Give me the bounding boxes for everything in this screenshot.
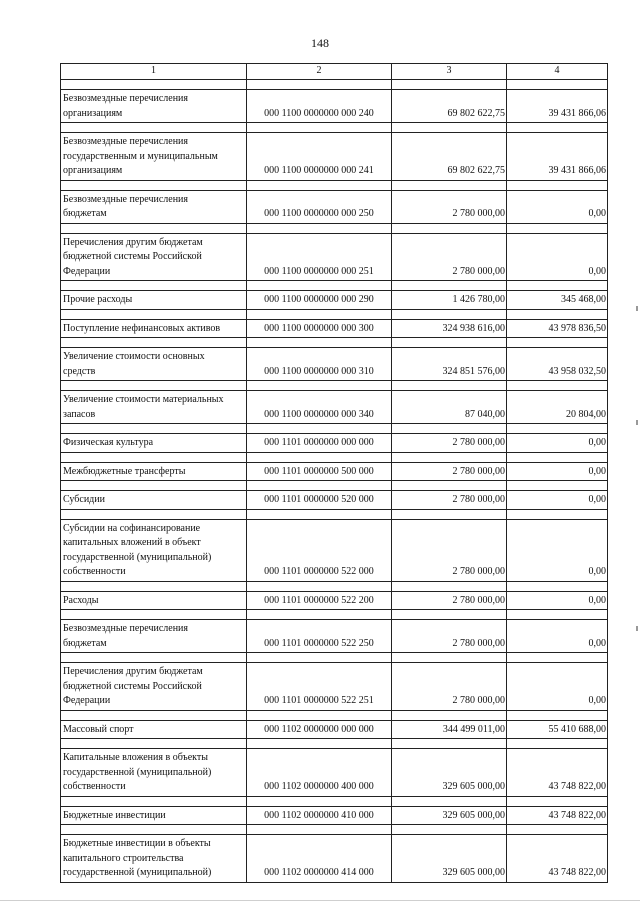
row-spacer [61,180,608,190]
table-row [61,190,608,223]
spacer-cell [392,309,507,319]
item-name-cell [61,391,247,424]
item-name-line: Массовый спорт [63,723,134,735]
row-spacer [61,452,608,462]
item-name-line: Субсидии [63,494,105,505]
column-4-value: 0,00 [507,663,608,711]
item-name-line: Увеличение стоимости материальных [63,394,224,405]
item-name-cell [61,663,247,711]
item-name-line: государственной (муниципальной) [63,766,212,778]
spacer-cell [507,281,608,291]
spacer-cell [392,80,507,90]
budget-code-cell: 000 1100 0000000 000 310 [247,348,392,381]
item-name-line: Безвозмездные перечисления [63,93,188,104]
item-name-line: средств [63,365,96,377]
item-name-line: капитального строительства [63,852,184,864]
row-spacer [61,509,608,519]
spacer-cell [247,338,392,348]
item-name-cell [61,806,247,825]
column-4-value: 43 958 032,50 [507,348,608,381]
spacer-cell [392,796,507,806]
spacer-cell [61,481,247,491]
item-name-line: собственности [63,781,126,792]
item-name-line: Бюджетные инвестиции в объекты [63,838,211,849]
spacer-cell [247,281,392,291]
row-spacer [61,381,608,391]
spacer-cell [247,452,392,462]
spacer-cell [61,281,247,291]
spacer-cell [61,452,247,462]
table-row [61,835,608,883]
spacer-cell [392,481,507,491]
item-name-line: Бюджетные инвестиции [63,809,166,821]
table-row [61,90,608,123]
column-4-value: 0,00 [507,434,608,453]
scan-bottom-edge [0,900,640,901]
item-name-line: Безвозмездные перечисления [63,136,188,147]
spacer-cell [247,180,392,190]
item-name-cell [61,835,247,883]
column-3-value: 2 780 000,00 [392,434,507,453]
table-row [61,348,608,381]
spacer-cell [247,80,392,90]
spacer-cell [61,80,247,90]
table-row [61,319,608,338]
spacer-cell [392,123,507,133]
item-name-cell [61,233,247,281]
table-row [61,720,608,739]
row-spacer [61,796,608,806]
item-name-cell [61,491,247,510]
scan-edge-mark [636,306,638,311]
item-name-line: Перечисления другим бюджетам [63,236,203,248]
table-row [61,462,608,481]
column-4-value: 0,00 [507,519,608,581]
budget-code-cell: 000 1101 0000000 000 000 [247,434,392,453]
item-name-line: Прочие расходы [63,294,133,305]
item-name-line: Увеличение стоимости основных [63,351,205,362]
column-3-value: 2 780 000,00 [392,519,507,581]
column-4-value: 39 431 866,06 [507,90,608,123]
row-spacer [61,653,608,663]
page-number: 148 [311,36,329,50]
item-name-line: Капитальные вложения в объекты [63,752,208,763]
budget-code-cell: 000 1101 0000000 522 251 [247,663,392,711]
column-header: 2 [247,64,392,80]
spacer-cell [247,653,392,663]
table-row [61,133,608,181]
budget-code-cell: 000 1101 0000000 500 000 [247,462,392,481]
spacer-cell [61,309,247,319]
spacer-cell [392,653,507,663]
budget-table [60,63,608,883]
row-spacer [61,610,608,620]
item-name-cell [61,434,247,453]
spacer-cell [61,825,247,835]
spacer-cell [61,509,247,519]
column-4-value: 43 978 836,50 [507,319,608,338]
item-name-line: Федерации [63,265,111,277]
budget-code-cell: 000 1100 0000000 000 340 [247,391,392,424]
column-4-value: 20 804,00 [507,391,608,424]
spacer-cell [392,581,507,591]
item-name-line: Физическая культура [63,437,154,448]
item-name-line: Поступление нефинансовых активов [63,322,221,334]
spacer-cell [247,509,392,519]
budget-code-cell: 000 1100 0000000 000 251 [247,233,392,281]
table-row [61,391,608,424]
table-row [61,663,608,711]
column-3-value: 2 780 000,00 [392,190,507,223]
budget-code-cell: 000 1101 0000000 522 000 [247,519,392,581]
column-3-value: 329 605 000,00 [392,806,507,825]
spacer-cell [392,381,507,391]
column-header: 1 [61,64,247,80]
item-name-line: Расходы [63,594,99,606]
spacer-cell [247,481,392,491]
budget-code-cell: 000 1101 0000000 522 250 [247,620,392,653]
row-spacer [61,123,608,133]
row-spacer [61,309,608,319]
item-name-line: бюджетной системы Российской [63,680,202,692]
budget-code-cell: 000 1102 0000000 400 000 [247,749,392,797]
spacer-cell [507,180,608,190]
spacer-cell [247,710,392,720]
item-name-line: организациям [63,165,123,176]
spacer-cell [61,338,247,348]
item-name-cell [61,519,247,581]
spacer-cell [61,796,247,806]
column-3-value: 69 802 622,75 [392,90,507,123]
column-3-value: 2 780 000,00 [392,620,507,653]
budget-code-cell: 000 1102 0000000 000 000 [247,720,392,739]
spacer-cell [61,653,247,663]
row-spacer [61,338,608,348]
spacer-cell [61,581,247,591]
column-3-value: 344 499 011,00 [392,720,507,739]
spacer-cell [507,481,608,491]
item-name-line: Федерации [63,695,111,706]
scan-edge-mark [636,626,638,631]
spacer-cell [507,610,608,620]
spacer-cell [247,223,392,233]
column-4-value: 43 748 822,00 [507,806,608,825]
spacer-cell [61,610,247,620]
spacer-cell [392,739,507,749]
row-spacer [61,481,608,491]
column-4-value: 0,00 [507,190,608,223]
spacer-cell [507,80,608,90]
spacer-cell [61,424,247,434]
table-row [61,519,608,581]
column-3-value: 329 605 000,00 [392,749,507,797]
column-4-value: 345 468,00 [507,291,608,310]
spacer-cell [247,381,392,391]
item-name-line: запасов [63,408,96,420]
column-4-value: 55 410 688,00 [507,720,608,739]
table-header-row [61,64,608,80]
spacer-cell [247,739,392,749]
budget-code-cell: 000 1100 0000000 000 240 [247,90,392,123]
column-4-value: 0,00 [507,620,608,653]
spacer-cell [507,452,608,462]
spacer-cell [247,581,392,591]
spacer-cell [61,123,247,133]
column-4-value: 0,00 [507,233,608,281]
row-spacer [61,281,608,291]
column-3-value: 329 605 000,00 [392,835,507,883]
item-name-cell [61,90,247,123]
spacer-cell [61,381,247,391]
column-3-value: 2 780 000,00 [392,462,507,481]
spacer-cell [392,180,507,190]
spacer-cell [507,509,608,519]
spacer-cell [61,180,247,190]
spacer-cell [61,710,247,720]
item-name-cell [61,720,247,739]
spacer-cell [507,796,608,806]
table-row [61,749,608,797]
spacer-cell [392,710,507,720]
table-row [61,491,608,510]
row-spacer [61,80,608,90]
table-row [61,806,608,825]
item-name-line: капитальных вложений в объект [63,537,201,548]
column-4-value: 43 748 822,00 [507,749,608,797]
table-row [61,291,608,310]
column-4-value: 39 431 866,06 [507,133,608,181]
item-name-cell [61,591,247,610]
item-name-line: государственной (муниципальной) [63,867,212,878]
spacer-cell [392,424,507,434]
column-header: 4 [507,64,608,80]
item-name-line: Безвозмездные перечисления [63,193,188,205]
row-spacer [61,424,608,434]
spacer-cell [247,610,392,620]
item-name-line: государственным и муниципальным [63,150,218,162]
budget-code-cell: 000 1100 0000000 000 250 [247,190,392,223]
spacer-cell [507,581,608,591]
budget-code-cell: 000 1101 0000000 520 000 [247,491,392,510]
table-body [61,80,608,883]
spacer-cell [507,424,608,434]
item-name-cell [61,319,247,338]
item-name-cell [61,133,247,181]
spacer-cell [507,381,608,391]
column-3-value: 2 780 000,00 [392,233,507,281]
column-3-value: 2 780 000,00 [392,491,507,510]
table-row [61,434,608,453]
budget-code-cell: 000 1101 0000000 522 200 [247,591,392,610]
column-3-value: 69 802 622,75 [392,133,507,181]
column-3-value: 87 040,00 [392,391,507,424]
column-4-value: 0,00 [507,591,608,610]
item-name-cell [61,749,247,797]
item-name-cell [61,190,247,223]
spacer-cell [247,796,392,806]
item-name-line: Перечисления другим бюджетам [63,666,203,677]
budget-code-cell: 000 1100 0000000 000 290 [247,291,392,310]
spacer-cell [247,825,392,835]
spacer-cell [392,223,507,233]
column-3-value: 1 426 780,00 [392,291,507,310]
row-spacer [61,825,608,835]
table-row [61,233,608,281]
scan-edge-mark [636,420,638,425]
column-4-value: 0,00 [507,491,608,510]
spacer-cell [247,309,392,319]
budget-code-cell: 000 1102 0000000 414 000 [247,835,392,883]
column-3-value: 324 938 616,00 [392,319,507,338]
spacer-cell [392,338,507,348]
spacer-cell [61,739,247,749]
item-name-line: государственной (муниципальной) [63,551,212,563]
item-name-cell [61,291,247,310]
spacer-cell [392,281,507,291]
item-name-line: бюджетам [63,637,107,649]
row-spacer [61,710,608,720]
item-name-line: Субсидии на софинансирование [63,522,201,534]
table-row [61,620,608,653]
spacer-cell [507,223,608,233]
item-name-cell [61,348,247,381]
column-3-value: 2 780 000,00 [392,663,507,711]
row-spacer [61,581,608,591]
spacer-cell [507,825,608,835]
column-header: 3 [392,64,507,80]
spacer-cell [392,610,507,620]
spacer-cell [507,710,608,720]
column-3-value: 2 780 000,00 [392,591,507,610]
spacer-cell [507,338,608,348]
column-4-value: 43 748 822,00 [507,835,608,883]
item-name-cell [61,462,247,481]
item-name-cell [61,620,247,653]
budget-code-cell: 000 1100 0000000 000 241 [247,133,392,181]
row-spacer [61,739,608,749]
column-3-value: 324 851 576,00 [392,348,507,381]
spacer-cell [392,509,507,519]
spacer-cell [247,123,392,133]
item-name-line: организациям [63,107,123,119]
item-name-line: бюджетной системы Российской [63,251,202,262]
spacer-cell [61,223,247,233]
spacer-cell [507,739,608,749]
budget-code-cell: 000 1102 0000000 410 000 [247,806,392,825]
spacer-cell [507,309,608,319]
spacer-cell [507,123,608,133]
item-name-line: Безвозмездные перечисления [63,623,188,634]
item-name-line: собственности [63,566,126,577]
budget-code-cell: 000 1100 0000000 000 300 [247,319,392,338]
spacer-cell [247,424,392,434]
column-4-value: 0,00 [507,462,608,481]
spacer-cell [507,653,608,663]
spacer-cell [392,452,507,462]
table-row [61,591,608,610]
item-name-line: Межбюджетные трансферты [63,465,186,477]
item-name-line: бюджетам [63,208,107,219]
row-spacer [61,223,608,233]
spacer-cell [392,825,507,835]
